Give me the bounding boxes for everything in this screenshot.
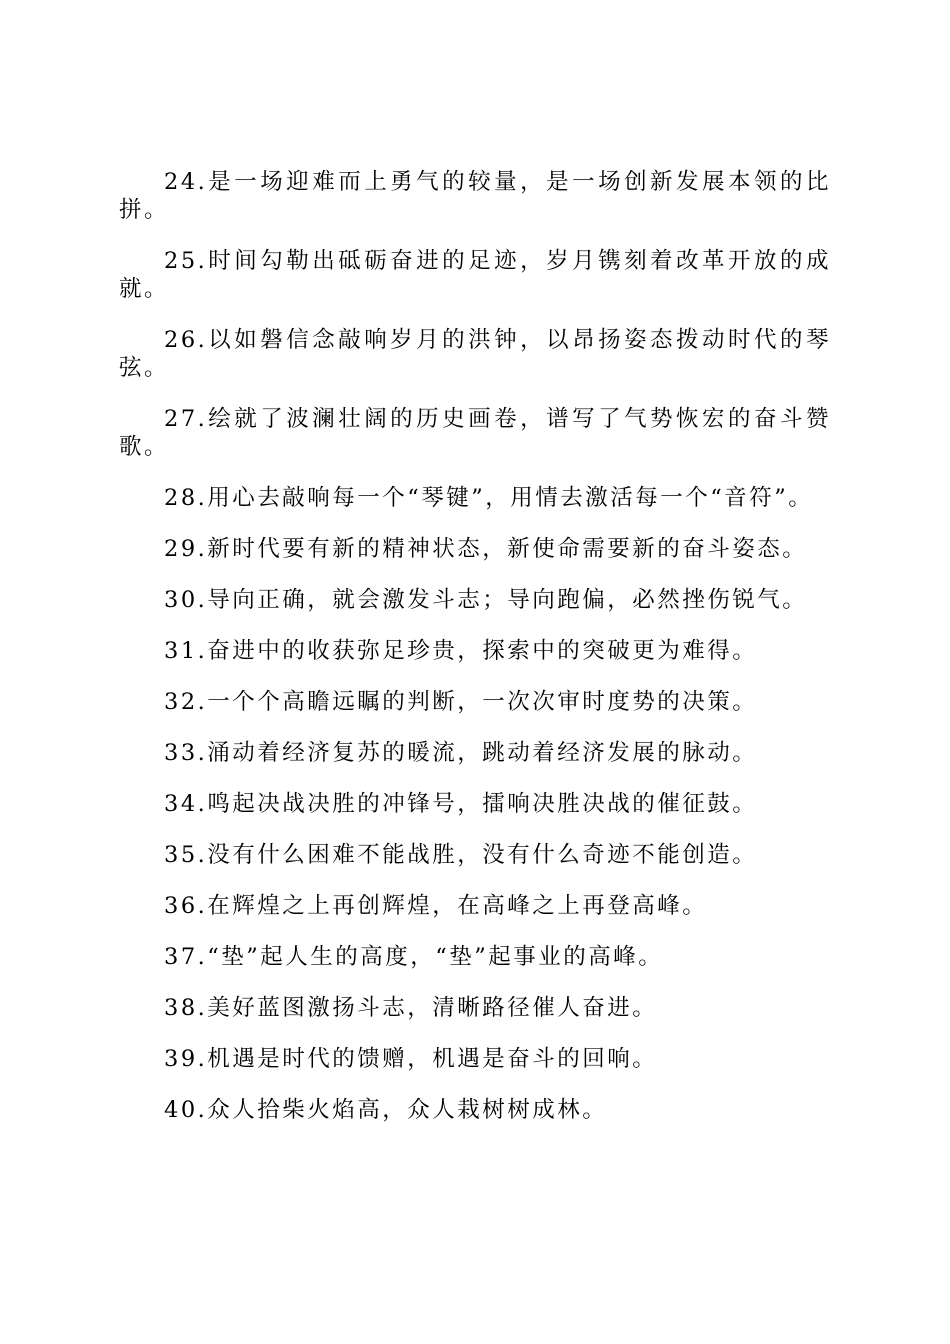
paragraph-37: 37.“垫”起人生的高度，“垫”起事业的高峰。 [164, 944, 664, 970]
paragraph-36: 36.在辉煌之上再创辉煌，在高峰之上再登高峰。 [164, 893, 708, 919]
paragraph-24: 24.是一场迎难而上勇气的较量，是一场创新发展本领的比拼。 [119, 169, 831, 223]
paragraph-26: 26.以如磐信念敲响岁月的洪钟，以昂扬姿态拨动时代的琴弦。 [119, 327, 831, 381]
paragraph-40: 40.众人拾柴火焰高，众人栽树树成林。 [164, 1097, 608, 1123]
paragraph-27: 27.绘就了波澜壮阔的历史画卷，谱写了气势恢宏的奋斗赞歌。 [119, 406, 831, 460]
paragraph-29: 29.新时代要有新的精神状态，新使命需要新的奋斗姿态。 [164, 536, 808, 562]
paragraph-38: 38.美好蓝图激扬斗志，清晰路径催人奋进。 [164, 995, 658, 1021]
paragraph-33: 33.涌动着经济复苏的暖流，跳动着经济发展的脉动。 [164, 740, 758, 766]
paragraph-32: 32.一个个高瞻远瞩的判断，一次次审时度势的决策。 [164, 689, 758, 715]
paragraph-34: 34.鸣起决战决胜的冲锋号，擂响决胜决战的催征鼓。 [164, 791, 758, 817]
document-body [119, 168, 831, 1147]
paragraph-31: 31.奋进中的收获弥足珍贵，探索中的突破更为难得。 [164, 638, 758, 664]
paragraph-25: 25.时间勾勒出砥砺奋进的足迹，岁月镌刻着改革开放的成就。 [119, 248, 831, 302]
paragraph-30: 30.导向正确，就会激发斗志；导向跑偏，必然挫伤锐气。 [164, 587, 808, 613]
paragraph-35: 35.没有什么困难不能战胜，没有什么奇迹不能创造。 [164, 842, 758, 868]
paragraph-39: 39.机遇是时代的馈赠，机遇是奋斗的回响。 [164, 1046, 658, 1072]
paragraph-28: 28.用心去敲响每一个“琴键”，用情去激活每一个“音符”。 [164, 485, 814, 511]
